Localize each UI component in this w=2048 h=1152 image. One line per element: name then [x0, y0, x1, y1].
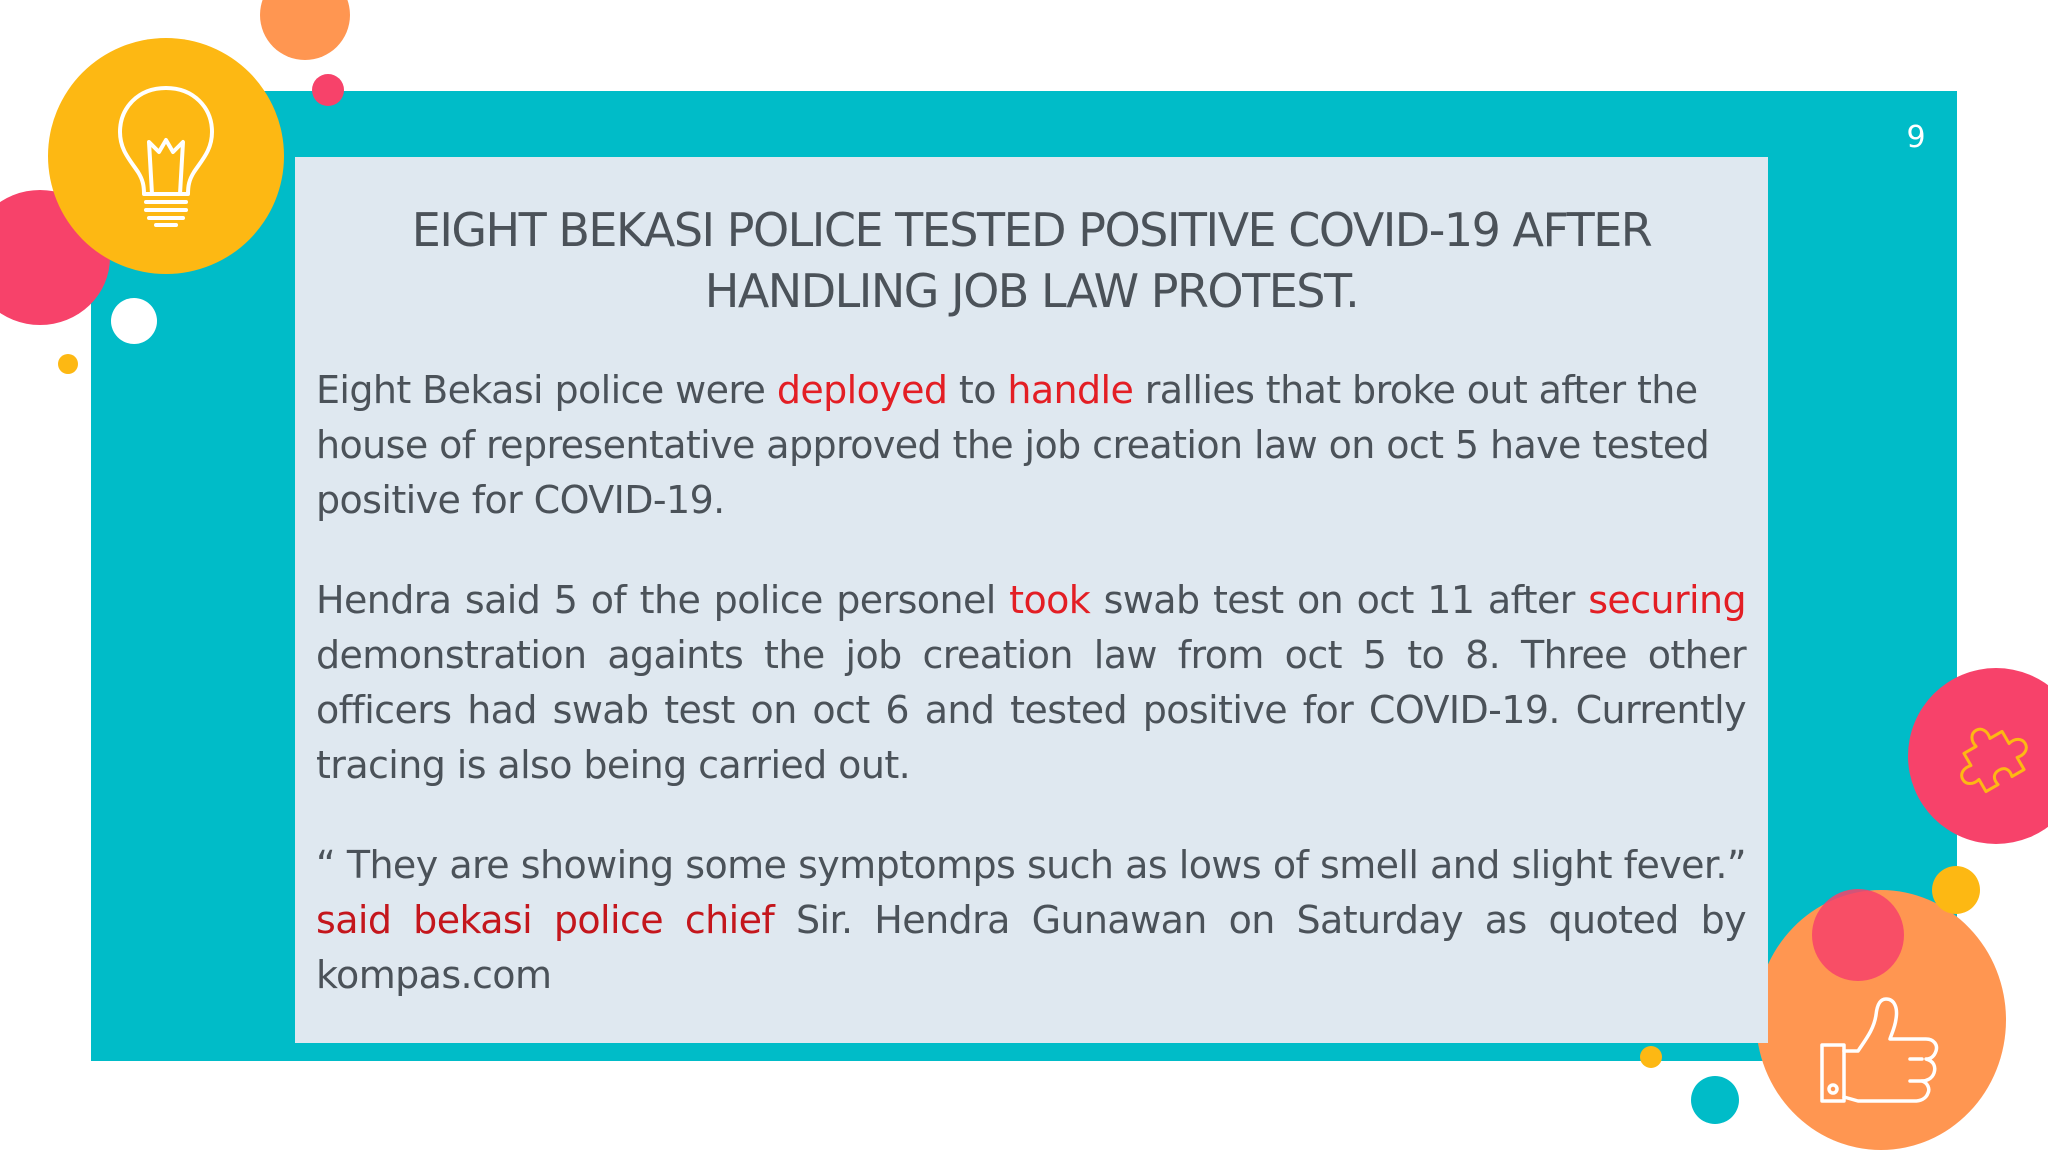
- text-span: swab test on oct 11 after: [1090, 578, 1589, 622]
- puzzle-piece-icon: [1950, 712, 2036, 798]
- decorative-dot: [312, 74, 344, 106]
- paragraph-deployment: [316, 363, 1746, 528]
- lightbulb-icon: [116, 84, 216, 232]
- text-span: Sir. Hendra Gunawan on Saturday as quoted by kompas.com: [316, 898, 1746, 997]
- text-span: “ They are showing some symptomps such as lows of smell and slight fever.”: [316, 843, 1746, 887]
- title-line-2: HANDLING JOB LAW PROTEST.: [704, 264, 1359, 318]
- decorative-dot: [1691, 1076, 1739, 1124]
- title-line-1: EIGHT BEKASI POLICE TESTED POSITIVE COVID-19 AFTER: [411, 203, 1652, 257]
- highlight-word: securing: [1588, 578, 1746, 622]
- text-span: Eight Bekasi police were: [316, 368, 777, 412]
- text-span: Hendra said 5 of the police personel: [316, 578, 1010, 622]
- decorative-dot: [260, 0, 350, 60]
- highlight-phrase: said bekasi police chief: [316, 898, 775, 942]
- text-span: demonstration againts the job creation law from oct 5 to 8. Three other officers had swab test on oct 6 and tested positive for COVID-19. Currently tracing is also being carried out.: [316, 633, 1746, 787]
- decorative-dot: [1812, 889, 1904, 981]
- paragraph-swab-test: [316, 573, 1746, 793]
- highlight-word: deployed: [776, 368, 948, 412]
- thumbs-up-icon: [1818, 995, 1942, 1111]
- paragraph-quote: [316, 838, 1746, 1003]
- decorative-dot: [111, 298, 157, 344]
- decorative-dot: [1932, 866, 1980, 914]
- page-number: 9: [1906, 120, 1926, 155]
- content-card: [295, 157, 1768, 1043]
- decorative-dot: [1640, 1046, 1662, 1068]
- text-span: rallies that broke out after the house of representative approved the job creation law on oct 5 have tested positive for COVID-19.: [316, 368, 1710, 522]
- highlight-word: took: [1009, 578, 1091, 622]
- highlight-word: handle: [1007, 368, 1134, 412]
- text-span: to: [947, 368, 1008, 412]
- slide-title: [295, 200, 1768, 322]
- decorative-dot: [58, 354, 78, 374]
